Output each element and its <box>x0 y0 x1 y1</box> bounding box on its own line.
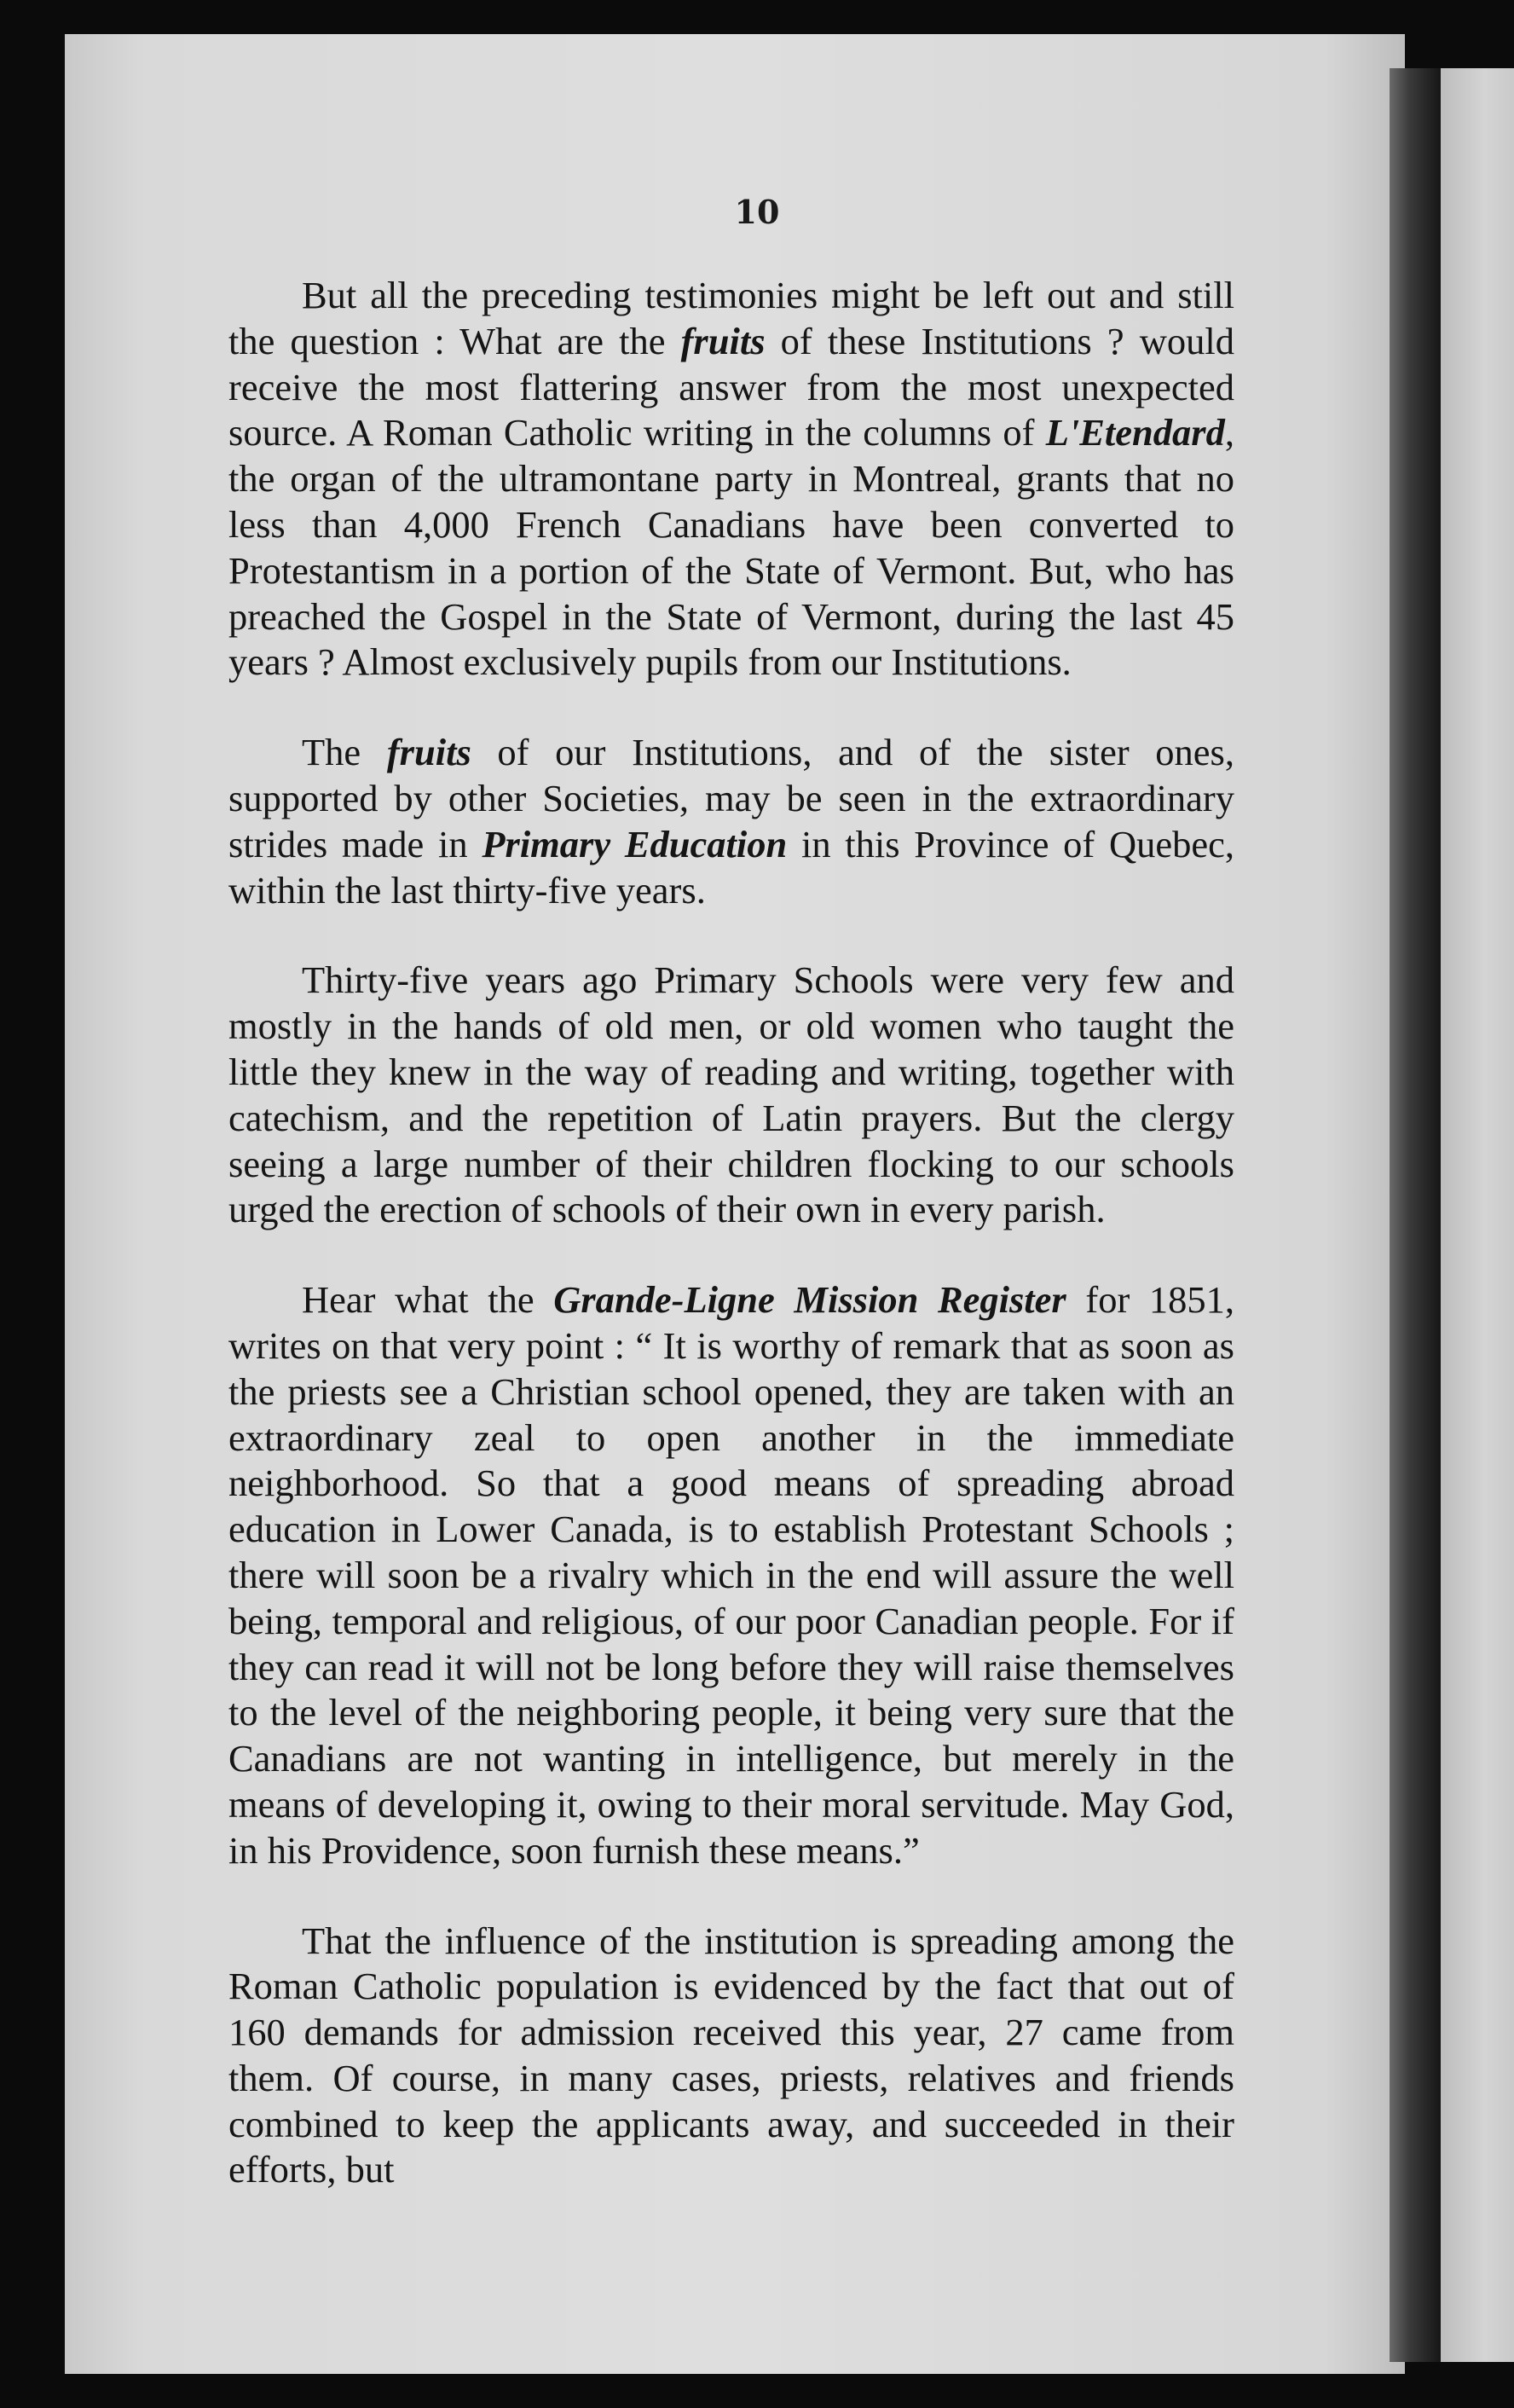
paragraph <box>228 1277 1234 1873</box>
text-run: in this Province of Quebec, within the last thirty-five years. <box>228 822 1234 912</box>
body-text <box>228 273 1234 2237</box>
text-run: , the organ of the ultramontane party in Montreal, grants that no less than 4,000 French Canadians have been converted to Protestantism in a portion of the State of Vermont. But, who has preached the Gospel in the State of Vermont, during the last 45 years ? Almost exclusively pupils from our Institutions. <box>228 411 1234 684</box>
text-run: But all the preceding testimonies might be left out and still the question : What are the <box>228 274 1234 362</box>
paragraph <box>228 958 1234 1233</box>
text-run: for 1851, writes on that very point : “ It is worthy of remark that as soon as the priests see a Christian school opened, they are taken with an extraordinary zeal to open another in the immediate neighborhood. So that a good means of spreading abroad education in Lower Canada, is to establish Protestant Schools ; there will soon be a rivalry which in the end will assure the well being, temporal and religious, of our poor Canadian people. For if they can read it will not be long before they will raise themselves to the level of the neighboring people, it being very sure that the Canadians are not wanting in intelligence, but merely in the means of developing it, owing to their moral servitude. May God, in his Providence, soon furnish these means.” <box>228 1278 1235 1872</box>
paragraph <box>228 730 1234 913</box>
text-run: Hear what the <box>302 1278 554 1322</box>
italic-text: fruits <box>386 731 471 774</box>
adjacent-page-edge <box>1441 68 1514 2362</box>
paragraph <box>228 1919 1234 2194</box>
italic-text: fruits <box>680 319 766 362</box>
text-run: Thirty-five years ago Primary Schools were very few and mostly in the hands of old men, or old women who taught the little they knew in the way of reading and writing, together with catechism, and the repetition of Latin prayers. But the clergy seeing a large number of their children flocking to our schools urged the erection of schools of their own in every parish. <box>228 958 1234 1231</box>
page-gutter-shadow <box>1390 68 1441 2362</box>
paragraph <box>228 273 1234 686</box>
text-run: of these Institutions ? would receive the most flattering answer from the most unexpected source. A Roman Catholic writing in the columns of <box>228 319 1234 454</box>
italic-text: L'Etendard <box>1045 411 1225 454</box>
italic-text: Primary Education <box>482 822 788 865</box>
text-run: of our Institutions, and of the sister ones, supported by other Societies, may be seen in the extraordinary strides made in <box>228 731 1234 865</box>
page-number: 10 <box>734 193 780 231</box>
text-run: The <box>302 731 387 774</box>
italic-text: Grande-Ligne Mission Register <box>553 1278 1066 1322</box>
text-run: That the influence of the institution is spreading among the Roman Catholic population is evidenced by the fact that out of 160 demands for admission received this year, 27 came from them. Of course, in many cases, priests, relatives and friends combined to keep the applicants away, and succeeded in their efforts, but <box>228 1919 1234 2191</box>
